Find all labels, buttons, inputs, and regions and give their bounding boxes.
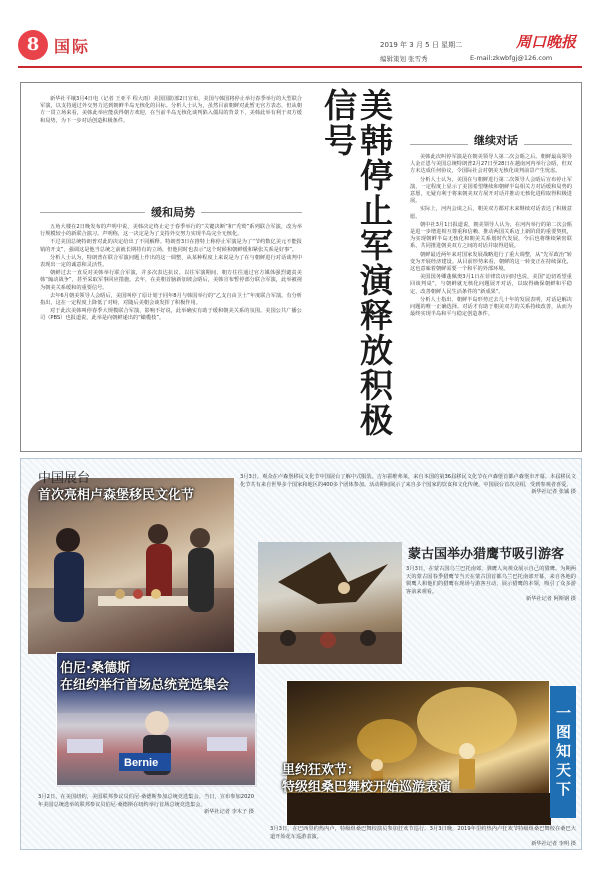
paragraph: 去年6月朝美领导人会晤后，美国叫停了原计划于同年8月与韩国举行的“乙支自由卫士”年度联合军演。有分析指出，这在一定程度上降低了对峙，对随后美朝会谈发挥了积极作用。	[40, 292, 302, 307]
article-body-left	[40, 224, 302, 324]
photo-title-line: 里约狂欢节：	[282, 763, 361, 778]
photo-title-line: 首次亮相卢森堡移民文化节	[38, 488, 195, 503]
photo-credit: 新华社记者 李木子 摄	[204, 809, 254, 816]
falcon-illustration	[258, 542, 402, 664]
section-title: 国际	[54, 37, 91, 56]
article-lead	[40, 96, 302, 126]
editor-email: E-mail:zkwbfgj@126.com	[470, 54, 553, 62]
paragraph: 不过美国总统特朗普对此的决定给出了不同解释。特朗普3日在推特上称停止军演是为了“节约数亿美元不能报销的开支”，强调这是他当总统之前就长期持有的立场，但他同时也表示“这个时候和朝鲜缓和紧张关系是好事”。	[40, 239, 302, 253]
issue-date: 2019 年 3 月 5 日 星期二	[380, 41, 463, 49]
paragraph: 朝鲜过去一直反对美韩举行联合军演，并多次表达抗议。以往军演期间，朝方往往通过官方媒体强烈谴责美韩“煽动战争”，甚至采取军事回应措施。去年，在美朝首脑新加坡会晤后，美韩宣布暂停部分联合军演，此举被视为朝美关系缓和的重要信号。	[40, 270, 302, 291]
photo-title-line: 伯尼·桑德斯	[60, 661, 130, 676]
subhead-right: 继续对话	[468, 132, 524, 148]
paragraph: 朝中社3月1日报道说，朝美领导人认为，在河内举行的第二次会晤是进一步增进相互尊重和信赖、推动两国关系迈上新阶段的重要契机，为实现朝鲜半岛无核化和朝美关系划时代发展，今后也将继续紧密联系，共同推进朝美双方之间的对话并取得进展。	[410, 221, 572, 250]
paragraph: 分析人士认为，特朗普在联合军演问题上作出的这一调整，从某种程度上来说是为了在与朝鲜进行对话谈判中表现出一定的诚意和灵活性。	[40, 254, 302, 269]
page-number-badge: 8	[18, 30, 48, 60]
paragraph: 五角大楼在2日晚发布的声明中说，美韩决定终止定于春季举行的“关键决断”和“秃鹫”系列联合军演，改为举行规模较小的新联合演习。声明称，这一决定是为了支持外交努力实现半岛完全无核化。	[40, 224, 302, 238]
photo-luxembourg-festival	[28, 478, 234, 654]
caption-sanders	[38, 794, 254, 817]
caption-text: 3月3日，在蒙古国乌兰巴托南郊，驯鹰人向观众展示自己的猎鹰。为期两天的蒙古国春季猎鹰节当天在蒙古国首都乌兰巴托南郊开幕，来自各地的驯鹰人和他们的猎鹰在现场与游客互动，展示猎鹰的本领，吸引了众多游客前来观看。	[406, 566, 576, 595]
header-divider	[18, 66, 582, 68]
photo-title-mongolia: 蒙古国举办猎鹰节吸引游客	[408, 547, 565, 562]
photo-rio-carnival	[286, 680, 550, 824]
photo-credit: 新华社记者 李明 摄	[531, 841, 576, 848]
paragraph: 实际上，河内会谈之后，朝美双方都对未来继续对话表达了积极意愿。	[410, 206, 572, 220]
photo-credit: 新华社记者 阿斯钢 摄	[526, 596, 576, 603]
photo-title-rio	[282, 762, 512, 796]
photo-people-illustration	[28, 478, 234, 654]
article-headline: 美韩停止军演释放积极信号	[319, 88, 394, 438]
lead-paragraph: 新华社平壤3月4日电（记者 王亚平 程大雨）美国国防部2日宣布，美国与韩国将停止举行春季举行的大型联合军演，以支持通过外交努力达到朝鲜半岛无核化的目标。分析人士认为，虽然目前朝鲜对此暂无官方表态，但从朝方一贯立场来看，美韩此举应能获得朝方欢迎，在当前半岛无核化谈判陷入僵局的背景下，美韩此举有利于双方缓和局势，为下一步对话创造积极条件。	[40, 96, 302, 124]
campaign-sign-text: Bernie	[124, 757, 159, 769]
paragraph: 美国国务卿蓬佩奥3月1日在菲律宾访问时也说，美国“迫切希望重回谈判桌”，与朝鲜就无核化问题展开对话，以取得确保朝鲜和平稳定、改善朝鲜人民生活条件的“新成果”。	[410, 274, 572, 295]
photo-title-sanders	[60, 660, 260, 694]
paragraph: 美韩此次叫停军演是在朝美领导人第二次会晤之后。朝鲜最高领导人金正恩与美国总统特朗普2月27日至28日在越南河内举行会晤，但双方未达成任何协议，令国际社会对朝美无核化谈判前景产生忧虑。	[410, 154, 572, 175]
photo-title-luxembourg	[38, 470, 218, 504]
caption-rio	[270, 826, 576, 849]
carnival-illustration	[287, 681, 551, 825]
caption-text: 3月3日，观众在卢森堡移民文化节中国展台了解中式服装。吉尔霍维弗莱，来自本国的第36届移民文化节在卢森堡首都卢森堡市开幕。本届移民文化节共有来自世界多个国家和地区的400多个团体参加。活动期间展示了来自多个国家的饮食和文化传统，中国展台首次亮相，受到参观者喜爱。	[240, 474, 576, 488]
caption-luxembourg	[240, 474, 576, 497]
editor-credit: 编辑策划 张雪秀	[380, 55, 428, 63]
caption-mongolia	[406, 566, 576, 604]
photo-credit: 新华社记者 张铖 摄	[531, 489, 576, 496]
side-column-label: 一图知天下	[550, 686, 576, 818]
newspaper-logo: 周口晚报	[516, 33, 577, 51]
paragraph: 对于此次美韩叫停春季大规模联合军演，影响不好说，此举确实有助于缓和朝美关系的氛围。美国公共广播公司（PBS）也报道说，此举是向朝鲜递出的“橄榄枝”。	[40, 308, 302, 322]
photo-title-line: 在纽约举行首场总统竞选集会	[60, 678, 230, 693]
paragraph: 朝鲜最近两年来对国家发展战略进行了重大调整，从“先军政治”转变为开展经济建设。从目前形势来看，朝鲜的这一转变正在持续深化，这也意味着朝鲜需要一个和平的外部环境。	[410, 251, 572, 273]
caption-text: 3月2日，在美国纽约，美国联邦参议员伯尼·桑德斯参加总统竞选集会。当日，宣布参加2020年美国总统选举的联邦参议员伯尼·桑德斯在纽约举行首场总统竞选集会。	[38, 794, 254, 808]
paragraph: 分析人士指出，朝鲜半岛形势过去几十年的发展表明，对话是解决问题的唯一正确选择。对话才有助于朝美双方的关系持续改善，从而为最终实现半岛和平与稳定创造条件。	[410, 296, 572, 318]
photo-mongolia-falcon	[258, 542, 402, 664]
photo-title-line: 中国展台	[38, 471, 91, 486]
photo-title-line: 特级组桑巴舞校开始巡游表演	[282, 780, 452, 795]
caption-text: 3月3日，在巴西里约热内卢，特级组桑巴舞校演员参加狂欢节巡行。3月3日晚，2019年里约热内卢狂欢节特级组桑巴舞校在桑巴大道开始花车巡游表演。	[270, 826, 576, 840]
article-body-right	[410, 154, 572, 319]
subhead-left: 缓和局势	[145, 204, 201, 220]
paragraph: 分析人士认为，美国在与朝鲜进行第二次领导人会晤后宣布停止军演，一定程度上显示了美国希望继续和朝鲜半岛相关方对话缓和局势的意愿，无疑有利于将来朝美双方展开对话并推动无核化进程取得积极进展。	[410, 176, 572, 205]
